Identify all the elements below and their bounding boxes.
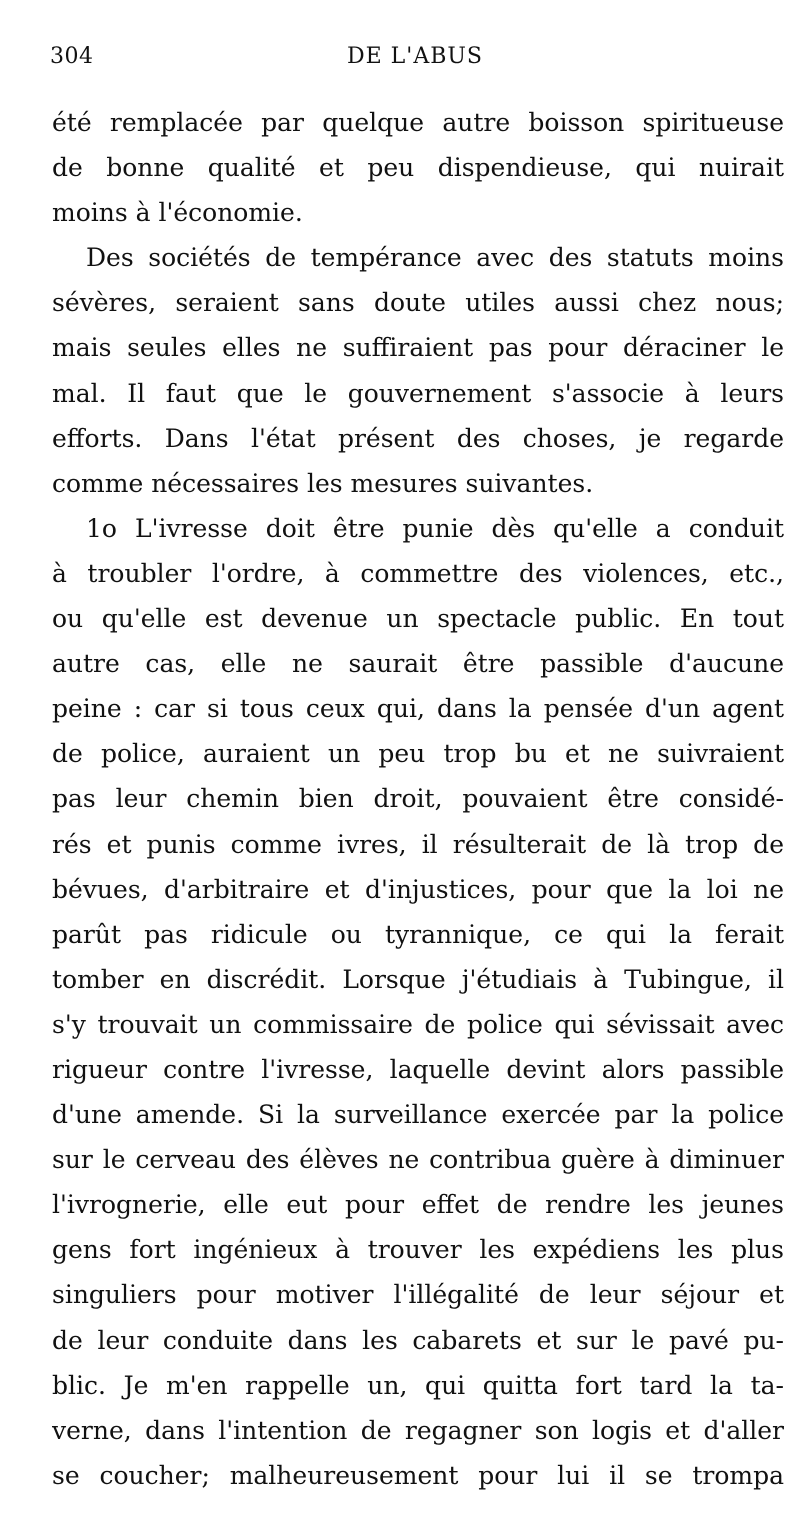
text-line: gens fort ingénieux à trouver les expédiens les plus xyxy=(52,1235,784,1265)
text-line: mais seules elles ne suffiraient pas pour déraciner le xyxy=(52,333,784,363)
text-line: Des sociétés de tempérance avec des statuts moins xyxy=(86,243,784,273)
text-line: à troubler l'ordre, à commettre des violences, etc., xyxy=(52,558,784,588)
text-line: bévues, d'arbitraire et d'injustices, pour que la loi ne xyxy=(52,874,784,904)
text-line: autre cas, elle ne saurait être passible d'aucune xyxy=(52,649,784,679)
text-line: se coucher; malheureusement pour lui il se trompa xyxy=(52,1460,784,1490)
text-line: blic. Je m'en rappelle un, qui quitta fort tard la ta- xyxy=(52,1370,784,1400)
text-line: singuliers pour motiver l'illégalité de leur séjour et xyxy=(52,1280,784,1310)
text-line: été remplacée par quelque autre boisson spiritueuse xyxy=(52,108,784,137)
text-line: mal. Il faut que le gouvernement s'associe à leurs xyxy=(52,378,784,408)
text-line: de police, auraient un peu trop bu et ne suivraient xyxy=(52,739,784,769)
body-text xyxy=(52,100,784,1498)
text-line: rigueur contre l'ivresse, laquelle devint alors passible xyxy=(52,1054,784,1084)
text-line: d'une amende. Si la surveillance exercée par la police xyxy=(52,1100,784,1130)
text-line: peine : car si tous ceux qui, dans la pensée d'un agent xyxy=(52,694,784,724)
text-line: rés et punis comme ivres, il résulterait de là trop de xyxy=(52,829,784,859)
text-line: tomber en discrédit. Lorsque j'étudiais à Tubingue, il xyxy=(52,964,784,994)
text-line: verne, dans l'intention de regagner son logis et d'aller xyxy=(52,1415,784,1445)
text-line: efforts. Dans l'état présent des choses, je regarde xyxy=(52,423,784,453)
text-line: l'ivrognerie, elle eut pour effet de rendre les jeunes xyxy=(52,1190,784,1220)
page-number: 304 xyxy=(50,44,94,69)
text-line: de leur conduite dans les cabarets et sur le pavé pu- xyxy=(52,1325,784,1355)
text-line: s'y trouvait un commissaire de police qui sévissait avec xyxy=(52,1009,784,1039)
text-line: 1o L'ivresse doit être punie dès qu'elle a conduit xyxy=(86,513,784,543)
text-line: sur le cerveau des élèves ne contribua guère à diminuer xyxy=(52,1145,784,1175)
text-line: moins à l'économie. xyxy=(52,198,303,228)
text-line: ou qu'elle est devenue un spectacle public. En tout xyxy=(52,604,784,634)
running-head xyxy=(50,44,780,78)
text-line: de bonne qualité et peu dispendieuse, qui nuirait xyxy=(52,153,784,183)
text-line: sévères, seraient sans doute utiles aussi chez nous; xyxy=(52,288,784,318)
text-line: pas leur chemin bien droit, pouvaient être considé- xyxy=(52,784,784,814)
running-title: DE L'ABUS xyxy=(346,44,483,69)
text-line: parût pas ridicule ou tyrannique, ce qui la ferait xyxy=(52,919,784,949)
text-line: comme nécessaires les mesures suivantes. xyxy=(52,468,594,498)
